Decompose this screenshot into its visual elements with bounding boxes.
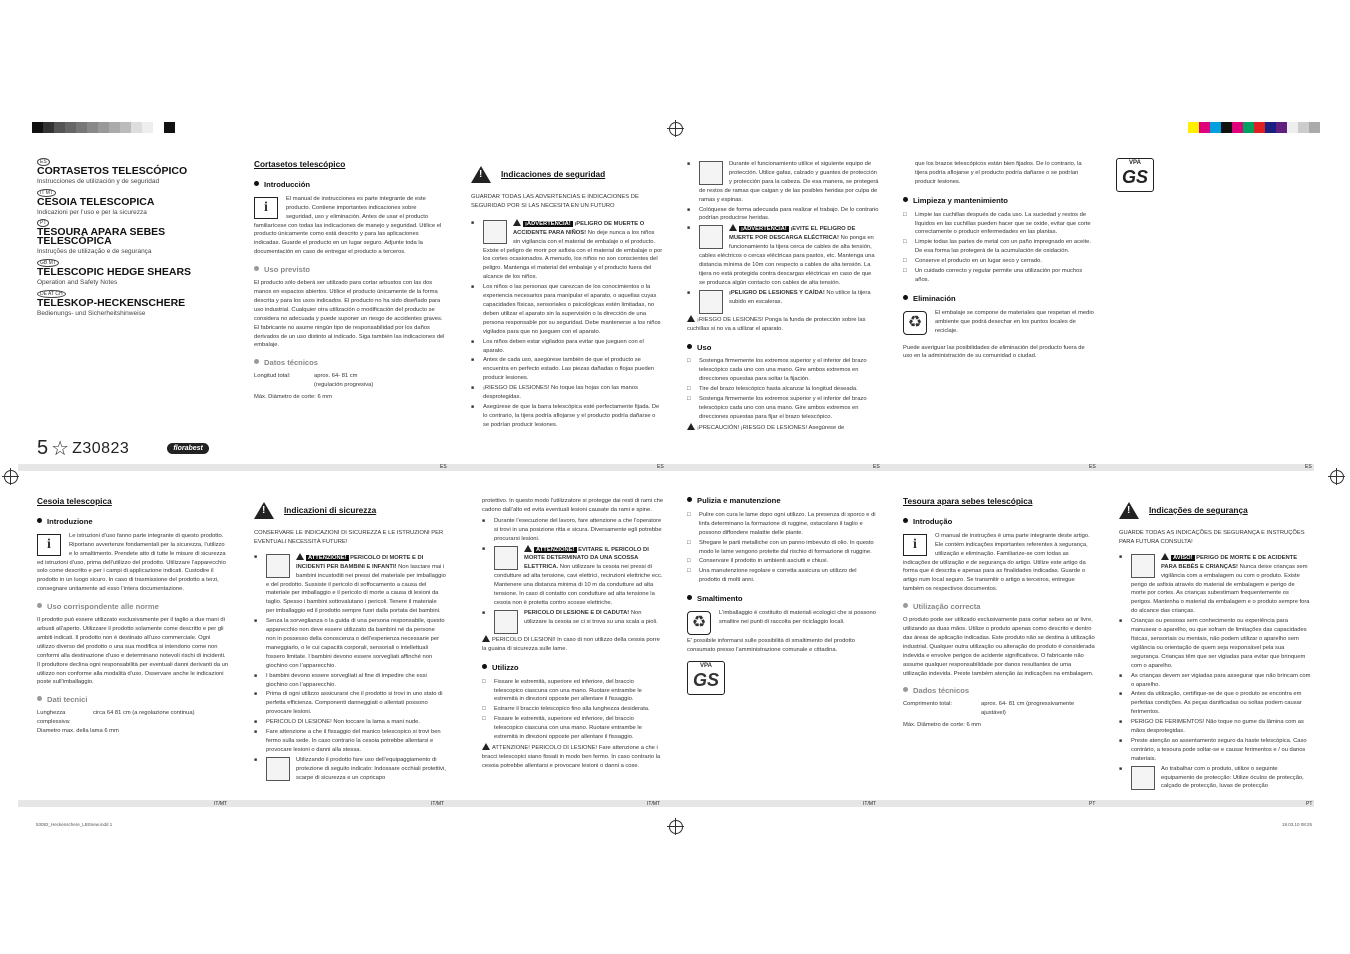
cover-item-gb	[37, 259, 237, 288]
spec-diameter: Máx. Diâmetro de corte: 6 mm	[903, 722, 981, 729]
list-item: □ Limpie las cuchillas después de cada uso. La suciedad y restos de líquidos en las cuchillas pueden hacer que se oxide, evitar que corte correctamente o producir enfermedades en las plantas.	[903, 211, 1095, 238]
list-item: ■ Los niños o las personas que carezcan de los conocimientos o la experiencia necesarios para manipular el aparato, o aquellas cuyas capacidades físicas, sensoriales o psicológicas estén limitadas, no deben utilizar el aparato sin la supervisión o la dirección de una persona responsable por su seguridad. Debe mantenerse a los niños vigilados para que no jueguen con el aparato.	[471, 283, 663, 336]
gs-mark: GS	[1121, 167, 1148, 187]
section-heading: Uso corrispondente alle norme	[37, 603, 229, 612]
paragraph: GUARDE TODAS AS INDICAÇÕES DE SEGURANÇA E INSTRUÇÕES PARA FUTURA CONSULTA!	[1119, 530, 1305, 545]
section-heading: Introducción	[254, 181, 445, 190]
pt-column-2	[1119, 502, 1311, 792]
paragraph: protettivo. In questo modo l’utilizzatore si protegge dai resti di rami che cadono dall’alto ed evita eventuali lesioni causate da rami e spine.	[482, 498, 664, 513]
spec-label: Longitud total:	[254, 373, 291, 380]
footer-label: ES	[1305, 464, 1312, 470]
list-item	[254, 756, 446, 783]
list-item: □ Sostenga firmemente los extremos superior y el inferior del brazo telescópico cada uno con una mano. Gire ambos extremos en direcciones opuestas para fijar el brazo telescópico.	[687, 395, 879, 422]
cover-item-de	[37, 290, 237, 319]
warning-icon	[1161, 553, 1169, 560]
it-column-4	[687, 497, 879, 695]
paragraph: O produto pode ser utilizado exclusivamente para cortar sebes ao ar livre, utilizando as duas mãos. Utilize o produto apenas como descrito e dentro das áreas de aplicação indicadas. Este produto não se destina à utilização industrial. Qualquer outra utilização ou alteração do produto é considerada indevida e envolve perigos de acidente significativos. O fabricante não assume qualquer responsabilidade por danos resultantes de uma utilização indevida. Preste também atenção às indicações na embalagem.	[903, 617, 1095, 677]
caution-text: ATTENZIONE! PERICOLO DI LESIONE! Fare attenzione a che i bracci telescopici siano fissati in modo ben fermo. In caso contrario la cesoia potrebbe allentarsi e provocare lesioni o danni a cose.	[482, 744, 661, 769]
warning-icon	[513, 219, 521, 226]
warning-text: No deje nunca a los niños sin vigilancia con el material de embalaje o el producto. Existe el peligro de morir por asfixia con el material de embalaje o por los cortes ocasionados. A menudo, los niños no son conscientes del peligro. Mantenga el material del embalaje y el producto fuera del alcance de los niños.	[483, 229, 663, 281]
warning-badge: ATTENZIONE!	[308, 554, 347, 561]
list-item: □ Limpie todas las partes de metal con un paño impregnado en aceite. De esa forma las protegerá de la acumulación de oxidación.	[903, 238, 1095, 256]
registration-mark-top	[669, 122, 683, 136]
warning-heading: ¡PELIGRO DE LESIONES Y CAÍDA!	[729, 289, 825, 296]
section-title: Tesoura apara sebes telescópica	[903, 496, 1033, 506]
section-heading: Dati tecnici	[37, 696, 229, 705]
cover-item-es	[37, 158, 237, 187]
spec-label: Lunghezza complessiva:	[37, 710, 71, 726]
cover-column	[37, 158, 237, 321]
list-item: ■ Durante l’esecuzione del lavoro, fare attenzione a che l’operatore si trovi in una posizione ritta e sicura. Diversamente egli potrebbe procurarsi lesioni.	[482, 517, 664, 544]
warning-heading: PERICOLO DI LESIONE E DI CADUTA!	[524, 609, 630, 616]
slug-file: 53082_Heckenschere_LBSnew.indd 1	[36, 822, 113, 827]
warning-heading: PERICOLO DI MORTE E DI INCIDENTI PER BAMBINI E INFANTI!	[296, 554, 424, 570]
spec-value: aprox. 64- 81 cm (progressivamente ajustável)	[981, 701, 1075, 717]
ladder-warning-icon	[699, 290, 723, 314]
gray-color-bar	[32, 122, 175, 133]
cover-subtitle: Indicazioni per l’uso e per la sicurezza	[37, 208, 147, 216]
section-heading: Utilização correcta	[903, 603, 1095, 612]
paragraph: El embalaje se compone de materiales que respetan el medio ambiente que podrá desechar en los puntos locales de reciclaje.	[935, 309, 1094, 334]
section-heading: Datos técnicos	[254, 359, 445, 368]
es-column-4	[903, 160, 1095, 363]
info-icon: i	[37, 534, 61, 556]
list-item: □ Fissare le estremità, superiore ed inferiore, del braccio telescopico ciascuna con una mano. Ruotare entrambe le estremità in direzioni opposte per allentare il fissaggio.	[482, 678, 664, 705]
warning-badge: ATTENZIONE!	[536, 546, 575, 553]
warning-text: No utilice la tijera subido en escaleras.	[729, 289, 871, 305]
cover-title: TESOURA APARA SEBES TELESCÓPICA	[37, 226, 166, 248]
it-column-3	[482, 497, 664, 773]
warning-icon	[254, 502, 274, 519]
warning-heading: ¡EVITE EL PELIGRO DE MUERTE POR DESCARGA ELÉCTRICA!	[729, 226, 856, 242]
paragraph: GUARDAR TODAS LAS ADVERTENCIAS E INDICACIONES DE SEGURIDAD POR SI LAS NECESITA EN UN FUTURO	[471, 194, 639, 209]
vpa-gs-logo	[1116, 158, 1154, 192]
list-item	[471, 219, 663, 282]
electric-warning-icon	[494, 546, 518, 570]
flag-icon: IT MT	[37, 189, 56, 197]
warning-badge: AVISO!	[1173, 554, 1193, 561]
footer-label: ES	[873, 464, 880, 470]
section-heading: Uso	[687, 344, 879, 353]
section-title: Cesoia telescopica	[37, 496, 112, 506]
list-item: □ Conserve el producto en un lugar seco y cerrado.	[903, 257, 1095, 266]
footer-label: ES	[1089, 464, 1096, 470]
es-column-3	[687, 160, 879, 435]
list-item: □ Fissare le estremità, superiore ed inferiore, del braccio telescopico ciascuna con una mano. Ruotare entrambe le estremità in direzioni opposte per allentare il fissaggio.	[482, 715, 664, 742]
paragraph: El producto sólo deberá ser utilizado para cortar arbustos con las dos manos en espacios abiertos. Utilice el producto únicamente de la forma descrita y para los usos indicados. El producto no ha sido diseñado para uso industrial. Cualquier otra utilización o modificación del producto se considera no adecuada y puede suponer un riesgo de accidentes graves. El fabricante no asume ningún tipo de responsabilidad por los daños derivados de un uso distinto al indicado. Siga también las indicaciones del embalaje.	[254, 280, 445, 349]
list-item: ■ Los niños deben estar vigilados para evitar que jueguen con el aparato.	[471, 338, 663, 356]
cover-subtitle: Instrucciones de utilización y de seguridad	[37, 177, 160, 185]
list-item: □ Conservare il prodotto in ambienti asciutti e chiusi.	[687, 557, 879, 566]
registration-mark-right	[1330, 470, 1344, 484]
protective-gear-icon	[266, 757, 290, 781]
info-icon: i	[903, 534, 927, 556]
list-item	[482, 609, 664, 627]
paragraph: CONSERVARE LE INDICAZIONI DI SICUREZZA E LE ISTRUZIONI PER EVENTUALI NECESSITÀ FUTURE!	[254, 530, 444, 545]
warning-text: Non utilizzare la cesoia se ci si trova su una scala a pioli.	[524, 609, 658, 625]
warning-icon	[729, 224, 737, 231]
footer-label: IT/MT	[214, 801, 228, 807]
section-title: Indicações de segurança	[1149, 505, 1248, 516]
list-item: ■ Asegúrese de que la barra telescópica esté perfectamente fijada. De lo contrario, la tijera podría aflojarse y el producto podría dañarse o se podrían producir lesiones.	[471, 403, 663, 430]
section-title: Indicazioni di sicurezza	[284, 505, 377, 516]
section-heading: Utilizzo	[482, 664, 664, 673]
registration-mark-bottom	[669, 820, 683, 834]
vpa-label: VPA	[700, 662, 712, 669]
spec-value: circa 64 81 cm (a regolazione continua)	[93, 710, 195, 717]
child-warning-icon	[266, 554, 290, 578]
footer-label: ES	[657, 464, 664, 470]
cover-subtitle: Bedienungs- und Sicherheitshinweise	[37, 309, 146, 317]
spec-label: Comprimento total:	[903, 701, 952, 708]
paragraph: El manual de instrucciones es parte integrante de este producto. Contiene importantes indicaciones sobre seguridad, uso y eliminación. Antes de usar el producto familiarícese con todas las indicaciones de manejo y seguridad. Utilice el producto únicamente como está descrito y para las aplicaciones indicadas. Guarde el producto en un lugar seguro. Adjunte toda la documentación en caso de entregar el producto a terceros.	[254, 195, 442, 256]
flag-icon: GB MT	[37, 259, 59, 267]
list-item: □ Estrarre il braccio telescopico fino alla lunghezza desiderata.	[482, 705, 664, 714]
warning-text: No ponga en funcionamiento la tijera cerca de cables de alta tensión, cables eléctricos o cercas eléctricas para pastos, etc. Mantenga una distancia mínima de 10m con respecto a cables de alta tensión. La tijera no está protegida contra descargas eléctricas en caso de que se produzca algún contacto con cables de alta tensión.	[699, 235, 875, 286]
footer-label: PT	[1306, 801, 1313, 807]
list-item: ■ Colóquese de forma adecuada para realizar el trabajo. De lo contrario podrían producirse heridas.	[687, 206, 879, 224]
warning-badge: ¡ADVERTENCIA!	[525, 220, 571, 227]
code-number: 5	[37, 437, 49, 459]
footer-label: PT	[1089, 801, 1096, 807]
cover-title: CORTASETOS TELESCÓPICO	[37, 164, 188, 177]
list-item: ■ Prima di ogni utilizzo assicurarsi che il prodotto si trovi in uno stato di perfetta efficienza. Componenti danneggiati o allentati possono provocare lesioni.	[254, 690, 446, 717]
star-icon: ☆	[51, 438, 70, 460]
section-heading: Pulizia e manutenzione	[687, 497, 879, 506]
it-column-2	[254, 502, 446, 783]
paragraph: Il prodotto può essere utilizzato esclusivamente per il taglio a due mani di arbusti all’aperto. Utilizzare il prodotto solamente come descritto e per gli ambiti indicati. Il prodotto non è destinato all’uso commerciale. Ogni utilizzo diverso del prodotto o una sua modifica si intendono come non conformi alla destinazione d’uso e determinano notevoli rischi di incidenti. Il produttore declina ogni responsabilità per eventuali danni derivanti da un utilizzo non conforme alla modalità d’uso. Osservare anche le indicazioni poste sull’imballaggio.	[37, 617, 229, 686]
list-item: ■ ¡RIESGO DE LESIONES! No toque las hojas con las manos desprotegidas.	[471, 384, 663, 402]
caution-text: ¡PRECAUCIÓN! ¡RIESGO DE LESIONES! Asegúrese de	[697, 424, 845, 431]
paragraph: Le istruzioni d’uso fanno parte integrante di questo prodotto. Riportano avvertenze fondamentali per la sicurezza, l’utilizzo e lo smaltimento. Prendete atto di tutte le misure di sicurezza ed istruzioni d’uso, prima dell’utilizzo del prodotto. Utilizzare l’apparecchio solo come descritto e per i campi di applicazione indicati. Custodire il prodotto in un luogo sicuro. In caso di trasmissione del prodotto a terzi, consegnare unitamente ad esso l’intera documentazione.	[37, 532, 226, 593]
footer-bar-top	[18, 464, 1314, 471]
section-title: Cortasetos telescópico	[254, 159, 346, 169]
warning-heading: PERIGO DE MORTE E DE ACIDENTE PARA BEBÉS E CRIANÇAS!	[1161, 554, 1298, 570]
warning-icon	[296, 553, 304, 560]
spec-value: aprox. 64- 81 cm	[314, 373, 358, 380]
paragraph: E’ possibile informarsi sulle possibilità di smaltimento del prodotto consumato presso l’amministrazione comunale e cittadina.	[687, 638, 855, 653]
model-number: Z30823	[72, 439, 130, 457]
process-color-bar	[1188, 122, 1320, 133]
warning-icon	[687, 423, 695, 430]
risk-text: ¡RIESGO DE LESIONES! Ponga la funda de protección sobre las cuchillas si no va a utilizar el aparato.	[687, 316, 866, 332]
footer-label: IT/MT	[431, 801, 445, 807]
list-item	[1119, 553, 1311, 616]
list-item: ■ PERIGO DE FERIMENTOS! Não toque no gume da lâmina com as mãos desprotegidas.	[1119, 718, 1311, 736]
section-heading: Smaltimento	[687, 595, 879, 604]
warning-icon	[687, 315, 695, 322]
list-item	[687, 289, 879, 307]
list-item	[482, 545, 664, 608]
es-column-2	[471, 166, 663, 431]
list-item: ■ PERICOLO DI LESIONE! Non toccare la lama a mani nude.	[254, 718, 446, 727]
pt-column-1	[903, 497, 1095, 732]
warning-text: Nunca deixe crianças sem vigilância com a embalagem ou com o produto. Existe perigo de asfixia através do material de embalagem e perigo de morte por cortes. As crianças subestimam frequentemente os perigos. Mantenha o material da embalagem e o produto sempre fora do alcance das crianças.	[1131, 563, 1310, 615]
list-item	[1119, 765, 1311, 792]
list-item: ■ Fare attenzione a che il fissaggio del manico telescopico si trovi ben fermo sulla sede. In caso contrario la cesoia potrebbe allentarsi e provocare lesioni o danni alla stessa.	[254, 728, 446, 755]
list-item: □ Sfregare le parti metalliche con un panno imbevuto di olio. In questo modo le lame vengono protette dal rischio di formazione di ruggine.	[687, 539, 879, 557]
vpa-label: VPA	[1129, 160, 1141, 166]
section-heading: Limpieza y mantenimiento	[903, 197, 1095, 206]
paragraph: que los brazos telescópicos están bien fijados. De lo contrario, la tijera podría aflojarse y el producto podría dañarse o se podrían producir lesiones.	[915, 161, 1082, 185]
electric-warning-icon	[699, 225, 723, 249]
footer-bar-bottom	[18, 800, 1314, 807]
paragraph: Puede averiguar las posibilidades de eliminación del producto fuera de uso en la administración de su comunidad o ciudad.	[903, 344, 1085, 360]
flag-icon: PT	[37, 219, 49, 227]
it-column-1	[37, 497, 229, 738]
section-title: Indicaciones de seguridad	[501, 169, 606, 180]
list-item: □ Pulire con cura le lame dopo ogni utilizzo. La presenza di sporco e di linfa determinano la formazione di ruggine, ostacolano il taglio e possono diffondere malattie delle piante.	[687, 511, 879, 538]
warning-text: Non utilizzare la cesoia nei pressi di condutture ad alta tensione, cavi elettrici, recinzioni elettriche ecc. Mantenere una distanza minima di 10 m da condutture ad alta tensione. In caso di contatto con condutture ad alta tensione la cesoia non è protetta contro scosse elettriche.	[494, 564, 663, 606]
section-heading: Introdução	[903, 518, 1095, 527]
cover-title: TELESKOP-HECKENSCHERE	[37, 296, 186, 309]
spec-diameter: Máx. Diámetro de corte: 6 mm	[254, 394, 332, 401]
spec-value: (regulación progresiva)	[314, 382, 374, 389]
warning-heading: ¡PELIGRO DE MUERTE O ACCIDENTE PARA NIÑOS!	[513, 220, 645, 236]
spec-diameter: Diametro max. della lama 6 mm	[37, 728, 119, 735]
list-item: ■ Antes da utilização, certifique-se de que o produto se encontra em perfeitas condições. As peças danificadas ou soltas podem causar ferimentos.	[1119, 690, 1311, 717]
list-item: ■ Senza la sorveglianza o la guida di una persona responsabile, questo apparecchio non deve essere utilizzato da bambini né da persone non in possesso della conoscenza o dell’esperienza necessarie per maneggiarlo, o le cui capacità corporali, sensoriali o intellettuali fossero limitate. I bambini devono essere sorvegliati affinché non giochino con l’apparecchio.	[254, 617, 446, 670]
vpa-gs-logo	[687, 661, 725, 695]
cover-title: CESOIA TELESCOPICA	[37, 195, 155, 208]
risk-text: PERICOLO DI LESIONI! In caso di non utilizzo della cesoia porre la guaina di sicurezza sulle lame.	[482, 636, 660, 652]
cover-title: TELESCOPIC HEDGE SHEARS	[37, 265, 192, 278]
model-block	[37, 436, 209, 461]
list-item	[687, 160, 879, 205]
warning-icon	[1119, 502, 1139, 519]
child-warning-icon	[1131, 554, 1155, 578]
flag-icon: ES	[37, 158, 50, 166]
recycling-icon: ♻	[903, 311, 927, 335]
registration-mark-left	[4, 470, 18, 484]
list-item: □ Una manutenzione regolare e corretta assicura un utilizzo del prodotto di molti anni.	[687, 567, 879, 585]
protective-gear-icon	[1131, 766, 1155, 790]
footer-label: IT/MT	[647, 801, 661, 807]
list-item	[254, 553, 446, 616]
cover-item-it	[37, 189, 237, 218]
flag-icon: DE AT CH	[37, 290, 66, 298]
list-text: Ao trabalhar com o produto, utilize o seguinte equipamento de protecção: Utilize óculos de protecção, calçado de protecção, luvas de protecção	[1161, 765, 1304, 790]
warning-icon	[482, 743, 490, 750]
cover-subtitle: Instruções de utilização e de segurança	[37, 248, 152, 256]
section-heading: Dados técnicos	[903, 687, 1095, 696]
list-text: Durante el funcionamiento utilice el siguiente equipo de protección. Utilice gafas, calzado y guantes de protección y protección para la cabeza. De esa manera, se protegerá de restos de ramas que caigan y de las posibles heridas por culpa de ramas y espinas.	[699, 161, 879, 203]
ladder-warning-icon	[494, 610, 518, 634]
list-item: ■ Crianças ou pessoas sem conhecimento ou experiência para manusear o aparelho, ou que sofram de limitações das capacidades físicas, sensoriais ou mentais, não podem utilizar o aparelho sem vigilância ou orientação de quem seja responsável pela sua segurança. Crianças têm que ser vigiadas para evitar que brinquem com o aparelho.	[1119, 617, 1311, 670]
section-heading: Uso previsto	[254, 266, 445, 275]
list-text: Utilizzando il prodotto fare uso dell’equipaggiamento di protezione di seguito indicato: Indossare occhiali protettivi, scarpe di sicurezza e un copricapo	[296, 756, 446, 781]
list-item: ■ I bambini devono essere sorvegliati al fine di impedire che essi giochino con l’apparecchio.	[254, 672, 446, 690]
info-icon: i	[254, 197, 278, 219]
child-warning-icon	[483, 220, 507, 244]
cover-item-pt	[37, 219, 237, 257]
section-heading: Introduzione	[37, 518, 229, 527]
list-item	[687, 224, 879, 287]
footer-label: ES	[440, 464, 447, 470]
brand-logo: florabest	[167, 443, 209, 454]
warning-heading: EVITARE IL PERICOLO DI MORTE DETERMINATO DA UNA SCOSSA ELETTRICA.	[524, 546, 649, 571]
paragraph: O manual de instruções é uma parte integrante deste artigo. Ele contém indicações importantes referentes à segurança, utilização e eliminação. Familiarize-se com todas as indicações de utilização e de segurança do artigo. Utilize este artigo da forma que é descrita e apenas para as finalidades indicadas. Guarde o artigo num local seguro. Se transmitir o artigo a terceiros, entregue também os respectivos documentos.	[903, 532, 1090, 593]
list-item: □ Tire del brazo telescópico hasta alcanzar la longitud deseada.	[687, 385, 879, 394]
warning-icon	[482, 635, 490, 642]
list-item: □ Sostenga firmemente los extremos superior y el inferior del brazo telescópico cada uno con una mano. Gire ambos extremos en direcciones opuestas para soltar la fijación.	[687, 357, 879, 384]
list-item: ■ Preste atenção ao assentamento seguro da haste telescópica. Caso contrário, a tesoura pode soltar-se e causar ferimentos e / ou danos materiais.	[1119, 737, 1311, 764]
slug-date: 19.03.10 08:25	[1282, 822, 1313, 827]
protective-gear-icon	[699, 161, 723, 185]
warning-icon	[471, 166, 491, 183]
warning-text: Non lasciare mai i bambini incustoditi nei pressi del materiale per imballaggio e del prodotto. Sussiste il pericolo di soffocamento a causa del materiale per imballaggio e il pericolo di morte a causa di lesioni da taglio. Spesso i bambini sottovalutano i pericoli. Tenere il materiale per imballaggio ed il prodotto sempre fuori dalla portata dei bambini.	[266, 563, 446, 615]
list-item: ■ Antes de cada uso, asegúrese también de que el producto se encuentra en perfecto estado. Las piezas dañadas o flojas pueden producir lesiones.	[471, 356, 663, 383]
footer-label: IT/MT	[863, 801, 877, 807]
section-heading: Eliminación	[903, 295, 1095, 304]
warning-badge: ¡ADVERTENCIA!	[741, 226, 787, 233]
es-column-1	[254, 160, 445, 404]
list-item: ■ As crianças devem ser vigiadas para assegurar que não brincam com o aparelho.	[1119, 672, 1311, 690]
gs-mark: GS	[692, 669, 719, 690]
paragraph: L’imballaggio è costituito di materiali ecologici che si possono smaltire nei punti di raccolta per riciclaggio locali.	[719, 610, 876, 625]
list-item: □ Un cuidado correcto y regular permite una utilización por muchos años.	[903, 267, 1095, 285]
warning-icon	[524, 545, 532, 552]
recycling-icon: ♻	[687, 611, 711, 635]
cover-subtitle: Operation and Safety Notes	[37, 278, 118, 286]
